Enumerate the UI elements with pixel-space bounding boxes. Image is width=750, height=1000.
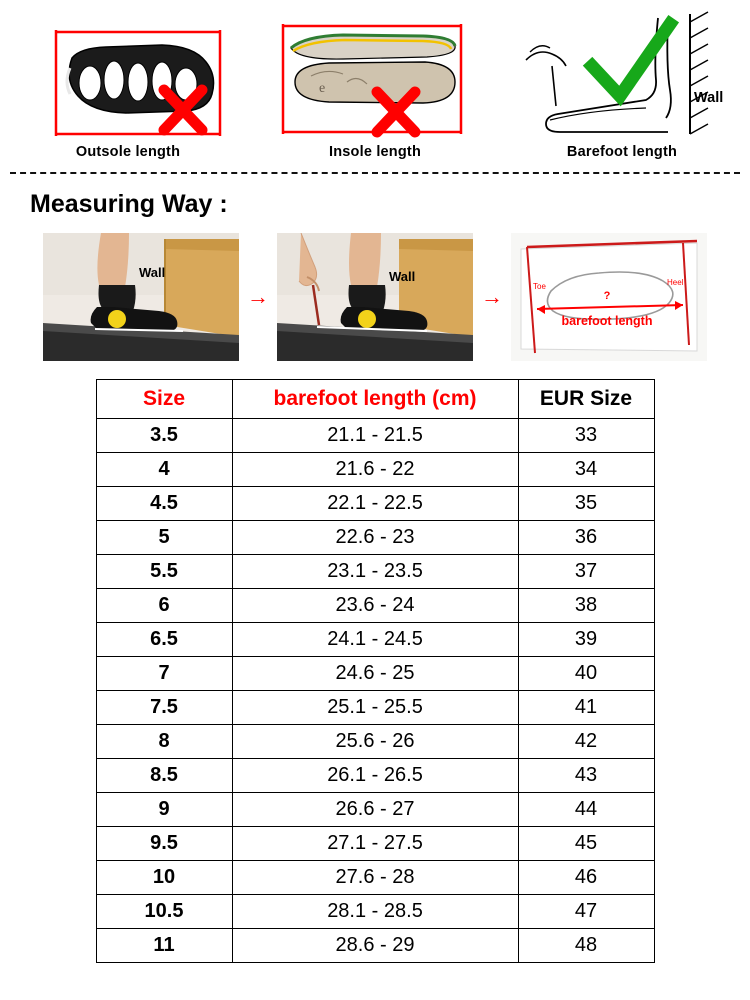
- svg-text:Wall: Wall: [694, 90, 724, 106]
- cell-barefoot-length: 21.6 - 22: [232, 453, 518, 487]
- cell-barefoot-length: 28.6 - 29: [232, 929, 518, 963]
- table-row: [96, 521, 654, 555]
- step-arrow-2: →: [481, 284, 503, 309]
- step-arrow-1: →: [247, 284, 269, 309]
- cell-eur-size: 48: [518, 929, 654, 963]
- table-head: [96, 380, 654, 419]
- cell-eur-size: 44: [518, 793, 654, 827]
- measure-barefoot-length-photo-icon: [511, 233, 707, 361]
- table-row: [96, 657, 654, 691]
- cell-barefoot-length: 27.1 - 27.5: [232, 827, 518, 861]
- cell-barefoot-length: 23.6 - 24: [232, 589, 518, 623]
- table-row: [96, 487, 654, 521]
- cell-barefoot-length: 21.1 - 21.5: [232, 419, 518, 453]
- step3-toe-label: Toe: [533, 282, 546, 291]
- cell-size: 4.5: [96, 487, 232, 521]
- table-row: [96, 453, 654, 487]
- cell-barefoot-length: 22.6 - 23: [232, 521, 518, 555]
- table-body: [96, 419, 654, 963]
- panel-caption: Insole length: [328, 144, 422, 160]
- table-row: [96, 827, 654, 861]
- panel-caption: Outsole length: [75, 144, 181, 160]
- step3-heel-label: Heel: [667, 278, 684, 287]
- cell-size: 8: [96, 725, 232, 759]
- step1-wall-label: Wall: [139, 265, 166, 280]
- panel-outsole: [14, 8, 242, 160]
- cell-barefoot-length: 24.1 - 24.5: [232, 623, 518, 657]
- cell-size: 9: [96, 793, 232, 827]
- cell-barefoot-length: 26.6 - 27: [232, 793, 518, 827]
- cell-barefoot-length: 28.1 - 28.5: [232, 895, 518, 929]
- cell-eur-size: 43: [518, 759, 654, 793]
- measuring-steps: [0, 233, 750, 361]
- table-header-row: [96, 380, 654, 419]
- cell-eur-size: 40: [518, 657, 654, 691]
- foot-against-wall-photo-icon: [43, 233, 239, 361]
- cell-eur-size: 35: [518, 487, 654, 521]
- cell-barefoot-length: 25.1 - 25.5: [232, 691, 518, 725]
- cell-size: 5.5: [96, 555, 232, 589]
- table-row: [96, 691, 654, 725]
- step3-photo: [511, 233, 707, 361]
- mark-toe-position-photo-icon: [277, 233, 473, 361]
- measuring-way-title: Measuring Way :: [30, 190, 228, 218]
- header-eur-size: EUR Size: [518, 380, 654, 419]
- shoe-outsole-icon: [14, 8, 242, 138]
- panel-barefoot: [508, 8, 736, 160]
- cell-barefoot-length: 25.6 - 26: [232, 725, 518, 759]
- cell-size: 6: [96, 589, 232, 623]
- cell-barefoot-length: 27.6 - 28: [232, 861, 518, 895]
- cell-barefoot-length: 22.1 - 22.5: [232, 487, 518, 521]
- cell-eur-size: 45: [518, 827, 654, 861]
- cell-eur-size: 36: [518, 521, 654, 555]
- table-row: [96, 759, 654, 793]
- cell-eur-size: 39: [518, 623, 654, 657]
- cell-size: 6.5: [96, 623, 232, 657]
- cell-eur-size: 41: [518, 691, 654, 725]
- cell-eur-size: 34: [518, 453, 654, 487]
- cell-size: 7: [96, 657, 232, 691]
- cell-size: 9.5: [96, 827, 232, 861]
- cell-eur-size: 38: [518, 589, 654, 623]
- cell-eur-size: 42: [518, 725, 654, 759]
- cell-eur-size: 33: [518, 419, 654, 453]
- cell-barefoot-length: 23.1 - 23.5: [232, 555, 518, 589]
- table-row: [96, 555, 654, 589]
- table-row: [96, 725, 654, 759]
- cell-size: 5: [96, 521, 232, 555]
- cell-barefoot-length: 24.6 - 25: [232, 657, 518, 691]
- cell-eur-size: 46: [518, 861, 654, 895]
- reference-panels: [0, 0, 750, 160]
- table-row: [96, 419, 654, 453]
- table-row: [96, 929, 654, 963]
- panel-insole: [261, 8, 489, 160]
- cell-size: 11: [96, 929, 232, 963]
- barefoot-against-wall-icon: [508, 8, 736, 138]
- cell-size: 10: [96, 861, 232, 895]
- barefoot-illustration: [508, 8, 736, 138]
- table-row: [96, 793, 654, 827]
- header-size: Size: [96, 380, 232, 419]
- table-row: [96, 589, 654, 623]
- step3-question-mark: ?: [603, 290, 611, 302]
- cell-size: 7.5: [96, 691, 232, 725]
- cell-barefoot-length: 26.1 - 26.5: [232, 759, 518, 793]
- insole-illustration: [261, 8, 489, 138]
- step1-photo: [43, 233, 239, 361]
- svg-text:e: e: [319, 81, 326, 96]
- cell-eur-size: 47: [518, 895, 654, 929]
- table-row: [96, 861, 654, 895]
- cell-size: 8.5: [96, 759, 232, 793]
- cell-size: 3.5: [96, 419, 232, 453]
- shoe-insole-icon: [261, 8, 489, 138]
- header-barefoot-length: barefoot length (cm): [232, 380, 518, 419]
- cell-size: 4: [96, 453, 232, 487]
- cell-size: 10.5: [96, 895, 232, 929]
- step3-length-label: barefoot length: [561, 314, 653, 328]
- size-chart-table: [96, 379, 655, 963]
- cell-eur-size: 37: [518, 555, 654, 589]
- table-row: [96, 623, 654, 657]
- panel-caption: Barefoot length: [566, 144, 678, 160]
- step2-photo: [277, 233, 473, 361]
- section-divider: [10, 172, 740, 174]
- outsole-illustration: [14, 8, 242, 138]
- step2-wall-label: Wall: [389, 269, 416, 284]
- table-row: [96, 895, 654, 929]
